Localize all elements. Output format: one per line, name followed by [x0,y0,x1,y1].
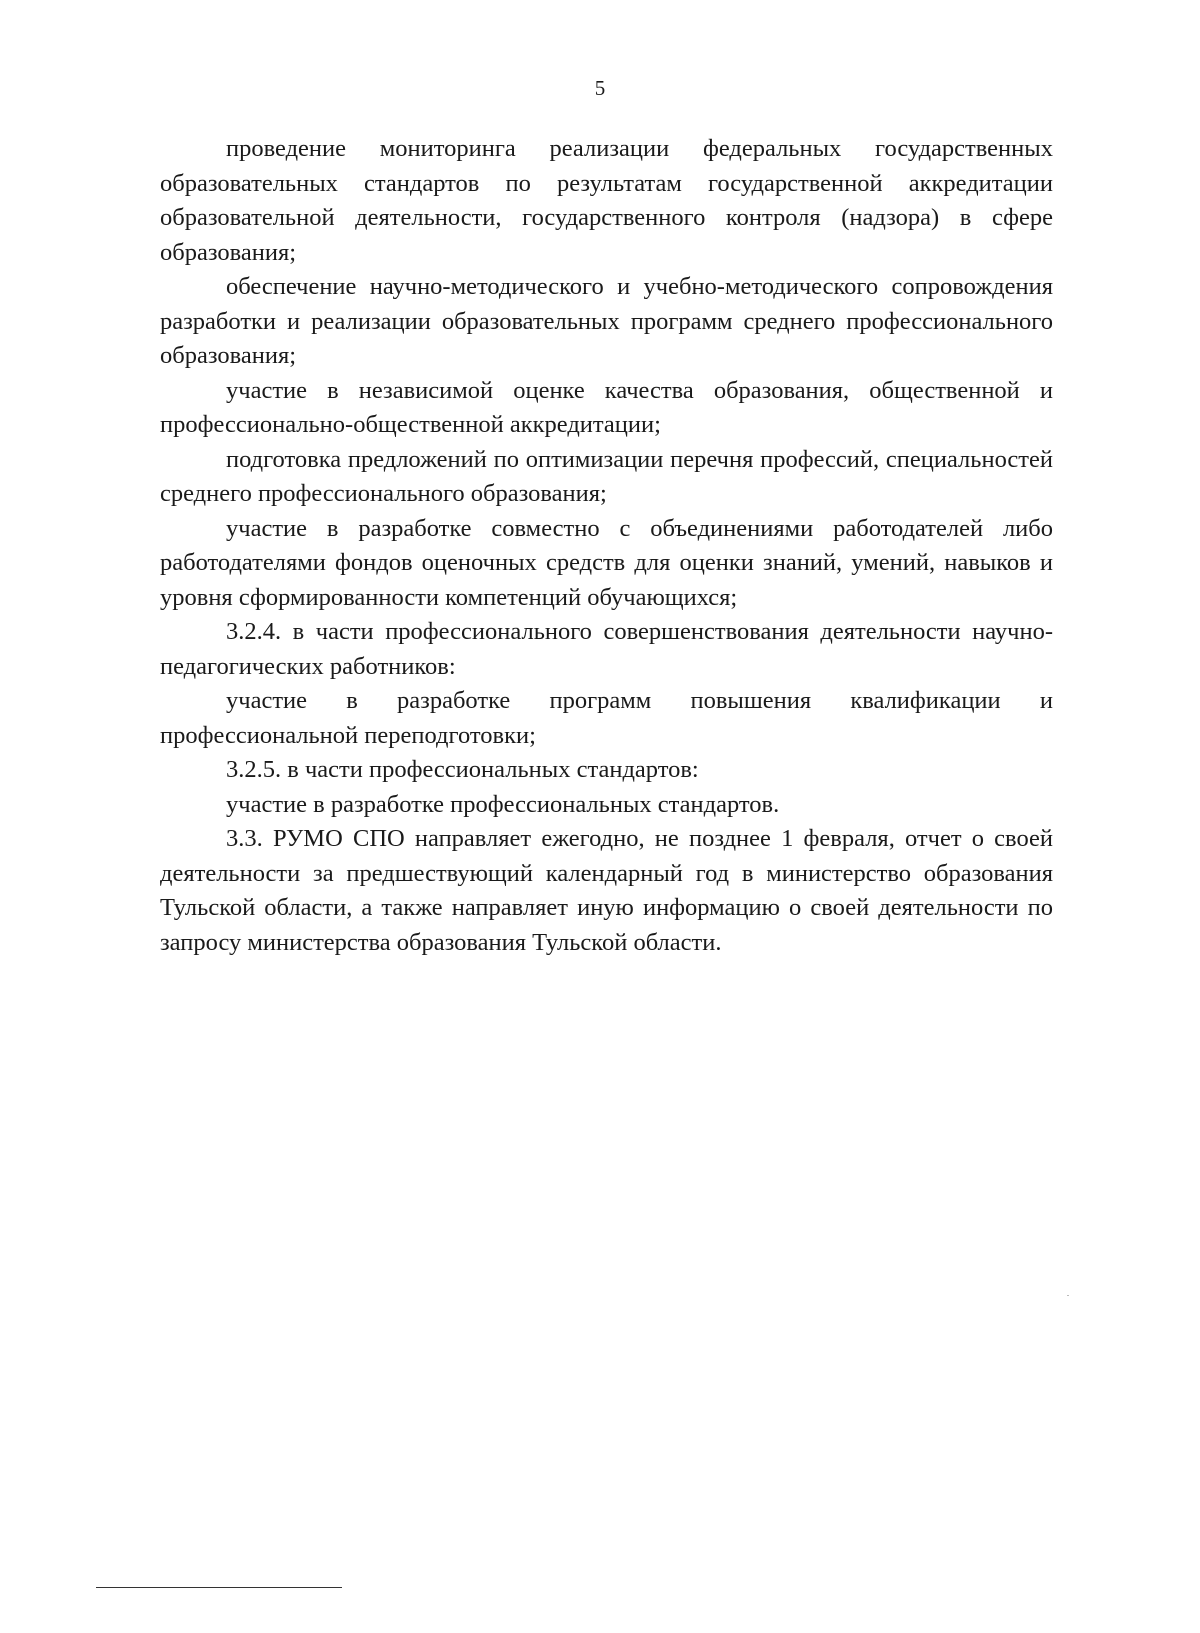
footnote-rule [96,1587,342,1588]
scan-speck [1067,1295,1069,1296]
paragraph-section-3-2-5: 3.2.5. в части профессиональных стандартов: [226,756,699,783]
paragraph-section-3-2-4: 3.2.4. в части профессионального совершенствования деятельности научно-педагогических работников: [160,618,1053,680]
paragraph-qualification-programs: участие в разработке программ повышения квалификации и профессиональной переподготовки; [160,687,1053,749]
paragraph-methodological-support: обеспечение научно-методического и учебно-методического сопровождения разработки и реализации образовательных программ среднего профессионального образования; [160,273,1053,369]
page-number: 5 [594,76,606,100]
paragraph-professional-standards: участие в разработке профессиональных стандартов. [226,790,780,818]
paragraph-assessment-funds: участие в разработке совместно с объединениями работодателей либо работодателями фондов оценочных средств для оценки знаний, умений, навыков и уровня сформированности компетенций обучающихся; [160,514,1053,611]
paragraph-quality-assessment: участие в независимой оценке качества образования, общественной и профессионально-общественной аккредитации; [160,376,1053,438]
paragraph-list-optimization: подготовка предложений по оптимизации перечня профессий, специальностей среднего профессионального образования; [160,445,1053,507]
document-body [160,132,1053,960]
paragraph-section-3-3: 3.3. РУМО СПО направляет ежегодно, не позднее 1 февраля, отчет о своей деятельности за предшествующий календарный год в министерство образования Тульской области, а также направляет иную информацию о своей деятельности по запросу министерства образования Тульской области. [160,825,1053,956]
paragraph-monitoring: проведение мониторинга реализации федеральных государственных образовательных стандартов по результатам государственной аккредитации образовательной деятельности, государственного контроля (надзора) в сфере образования; [160,135,1053,266]
